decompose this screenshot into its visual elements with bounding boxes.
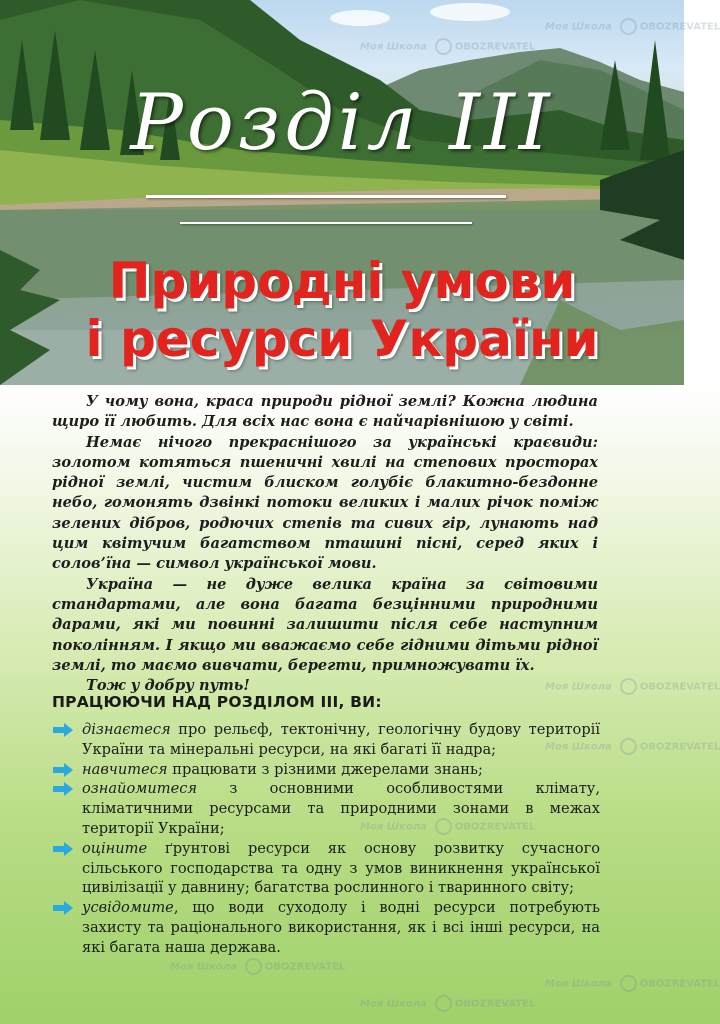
goal-text: , що води суходолу і водні ресурси потребують захисту та раціонального використання, як і всі інші ресурси, на які багата наша держава. [82, 899, 600, 956]
arrow-right-icon [52, 901, 74, 915]
watermark-brand: Моя Школа [360, 41, 427, 53]
chapter-title-line1: Природні умови [108, 252, 576, 310]
watermark-logo-icon [620, 738, 637, 755]
intro-paragraph: У чому вона, краса природи рідної землі? Кожна людина щиро її любить. Для всіх нас вона є найчарівнішою у світі. [52, 393, 598, 431]
watermark-brand: Моя Школа [545, 741, 612, 753]
watermark-brand: Моя Школа [545, 21, 612, 33]
watermark-logo-icon [620, 678, 637, 695]
watermark-partner: OBOZREVATEL [454, 998, 536, 1010]
watermark [360, 995, 535, 1012]
arrow-right-icon [52, 723, 74, 737]
watermark [545, 975, 720, 992]
goal-verb: ознайомитеся [82, 780, 198, 798]
goal-text: з основними особливостями клімату, кліматичними ресурсами та природними зонами в межах території України; [82, 780, 600, 837]
goal-item [52, 779, 600, 838]
watermark-logo-icon [435, 38, 452, 55]
goal-verb: навчитеся [82, 760, 168, 778]
watermark-brand: Моя Школа [170, 961, 237, 973]
arrow-right-icon [52, 842, 74, 856]
goal-verb: дізнаєтеся [82, 721, 171, 738]
watermark-brand: Моя Школа [545, 978, 612, 990]
watermark-partner: OBOZREVATEL [454, 41, 536, 53]
goal-text: про рельєф, тектонічну, геологічну будову території України та мінеральні ресурси, на які багаті її надра; [82, 721, 600, 758]
goal-text: ґрунтові ресурси як основу розвитку сучасного сільського господарства та одну з умов виникнення української цивілізації у давнину; багатства рослинного і тваринного світу; [82, 839, 600, 897]
watermark-logo-icon [245, 958, 262, 975]
title-divider-top [146, 195, 506, 198]
goals-heading: ПРАЦЮЮЧИ НАД РОЗДІЛОМ III, ВИ: [52, 693, 382, 711]
watermark-logo-icon [435, 995, 452, 1012]
goal-text: працювати з різними джерелами знань; [167, 760, 483, 778]
watermark-partner: OBOZREVATEL [639, 681, 720, 693]
watermark-brand: Моя Школа [360, 998, 427, 1010]
hero-image [0, 0, 684, 385]
watermark-logo-icon [620, 975, 637, 992]
watermark [170, 958, 345, 975]
watermark-partner: OBOZREVATEL [264, 961, 346, 973]
section-title: Розділ III [130, 78, 554, 168]
goal-item [52, 720, 600, 760]
intro-paragraph: Немає нічого прекраснішого за українські краєвиди: золотом котяться пшеничні хвилі на степових просторах рідної землі, чистим блиском голубіє блакитно-бездонне небо, гомонять дзвінкі потоки великих і малих річок поміж зелених дібров, родючих степів та сивих гір, лунають над цим квітучим багатством пташині пісні, серед яких і солов’їна — символ української мови. [52, 433, 598, 573]
chapter-title [0, 252, 684, 368]
goals-list [52, 720, 600, 958]
intro-text [52, 392, 598, 696]
watermark-partner: OBOZREVATEL [639, 978, 720, 990]
watermark-partner: OBOZREVATEL [454, 821, 536, 833]
goal-verb: оціните [82, 839, 148, 857]
goal-item [52, 839, 600, 898]
watermark-logo-icon [620, 18, 637, 35]
goal-item [52, 898, 600, 957]
chapter-title-line2: і ресурси України [85, 310, 599, 368]
watermark-partner: OBOZREVATEL [639, 741, 720, 753]
arrow-right-icon [52, 782, 74, 796]
watermark [545, 18, 720, 35]
intro-paragraph: Україна — не дуже велика країна за світовими стандартами, але вона багата безцінними природними дарами, які ми повинні залишити після себе наступним поколінням. І якщо ми вважаємо себе гідними дітьми рідної землі, то маємо вивчати, берегти, примножувати їх. [52, 575, 598, 674]
arrow-right-icon [52, 763, 74, 777]
intro-paragraph: Тож у добру путь! [86, 677, 250, 695]
watermark [360, 38, 535, 55]
goal-verb: усвідомите [82, 899, 174, 917]
goal-item [52, 760, 600, 780]
watermark-brand: Моя Школа [360, 821, 427, 833]
watermark-brand: Моя Школа [545, 681, 612, 693]
title-divider-bottom [180, 222, 472, 224]
watermark-partner: OBOZREVATEL [639, 21, 720, 33]
